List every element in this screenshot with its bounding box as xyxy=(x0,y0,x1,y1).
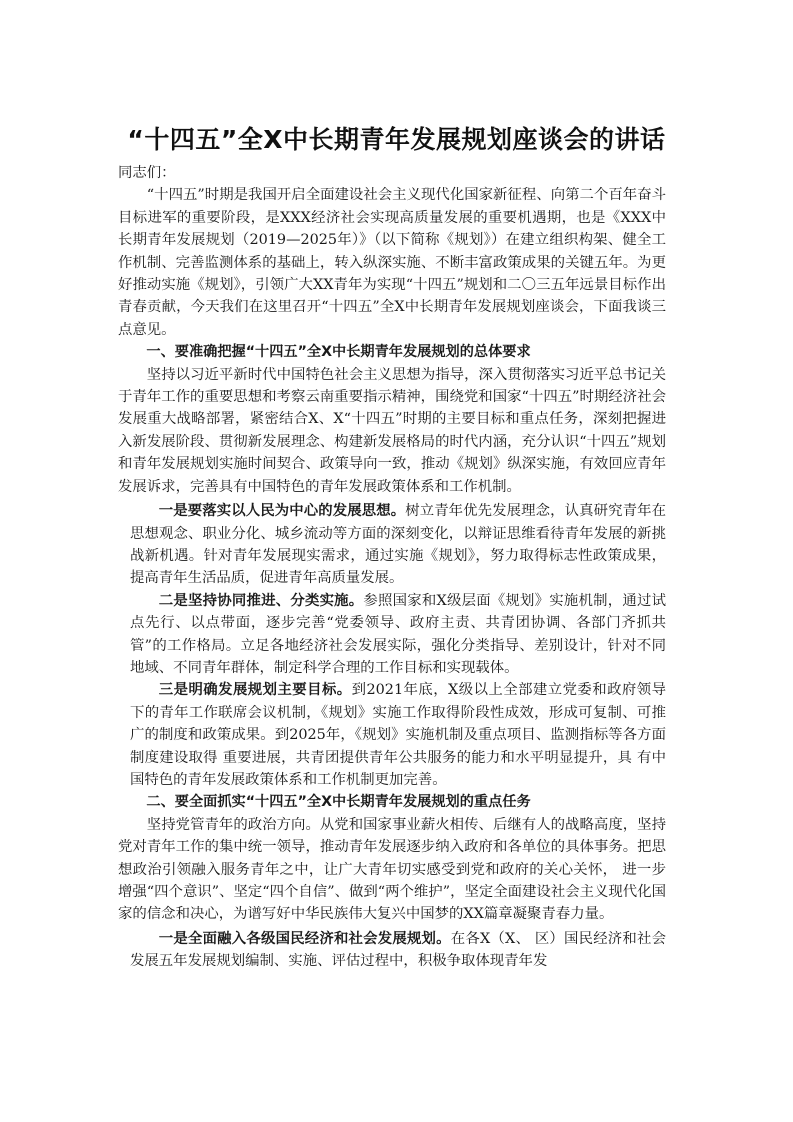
section-1-point-2 xyxy=(118,590,666,680)
section-2-point-1 xyxy=(118,928,666,973)
section-1-point-1 xyxy=(118,500,666,590)
document-body xyxy=(118,162,666,973)
section-1-point-2-lead: 二是坚持协同推进、分类实施。 xyxy=(158,592,364,609)
section-1-point-2-text: 参照国家和X级层面《规划》实施机制，通过试点先行、以点带面，逐步完善“党委领导、政府主责、共青团协调、各部门齐抓共管”的工作格局。立足各地经济社会发展实际，强化分类指导、差别设计，针对不同地域、不同青年群体，制定科学合理的工作目标和实现载体。 xyxy=(130,592,666,676)
section-1-heading: 一、要准确把握“十四五”全X中长期青年发展规划的总体要求 xyxy=(146,344,531,361)
intro-paragraph: “十四五”时期是我国开启全面建设社会主义现代化国家新征程、向第二个百年奋斗目标进军的重要阶段，是XXX经济社会实现高质量发展的重要机遇期，也是《XXX中长期青年发展规划（2019—2025年）》（以下简称《规划》）在建立组织构架、健全工作机制、完善监测体系的基础上，转入纵深实施、不断丰富政策成果的关键五年。为更好推动实施《规划》，引领广大XX青年为实现“十四五”规划和二〇三五年远景目标作出青春贡献，今天我们在这里召开“十四五”全X中长期青年发展规划座谈会，下面我谈三点意见。 xyxy=(118,187,666,338)
section-1-point-3-text: 到2021年底，X级以上全部建立党委和政府领导下的青年工作联席会议机制，《规划》实施工作取得阶段性成效，形成可复制、可推广的制度和政策成果。到2025年，《规划》实施机制及重点项目、监测指标等各方面制度建设取得 重要进展，共青团提供青年公共服务的能力和水平明显提升，具 有中国特色的青年发展政策体系和工作机制更加完善。 xyxy=(130,682,666,788)
section-1-point-1-text: 树立青年优先发展理念，认真研究青年在思想观念、职业分化、城乡流动等方面的深刻变化，以辩证思维看待青年发展的新挑战新机遇。针对青年发展现实需求，通过实施《规划》，努力取得标志性政策成果，提高青年生活品质，促进青年高质量发展。 xyxy=(130,503,666,587)
salutation: 同志们： xyxy=(118,165,176,181)
section-1-point-3-lead: 三是明确发展规划主要目标。 xyxy=(158,682,352,699)
section-2-body: 坚持党管青年的政治方向。从党和国家事业薪火相传、后继有人的战略高度，坚持党对青年工作的集中统一领导，推动青年发展逐步纳入政府和各单位的具体事务。把思想政治引领融入服务青年之中，让广大青年切实感受到党和政府的关心关怀， 进一步增强“四个意识”、坚定“四个自信”、做到“两个维护”，坚定全面建设社会主义现代化国家的信念和决心，为谱写好中华民族伟大复兴中国梦的XX篇章凝聚青春力量。 xyxy=(118,816,666,923)
section-2-point-1-lead: 一是全面融入各级国民经济和社会发展规划。 xyxy=(158,930,451,947)
section-1-body: 坚持以习近平新时代中国特色社会主义思想为指导，深入贯彻落实习近平总书记关于青年工作的重要思想和考察云南重要指示精神，围绕党和国家“十四五”时期经济社会发展重大战略部署，紧密结合X、X“十四五”时期的主要目标和重点任务，深刻把握进入新发展阶段、贯彻新发展理念、构建新发展格局的时代内涵，充分认识“十四五”规划和青年发展规划实施时间契合、政策导向一致，推动《规划》纵深实施，有效回应青年发展诉求，完善具有中国特色的青年发展政策体系和工作机制。 xyxy=(118,366,666,495)
section-2-point-1-text: 在各X（X、 区）国民经济和社会发展五年发展规划编制、实施、评估过程中，积极争取体现青年发 xyxy=(130,930,666,970)
document-title: “十四五”全X中长期青年发展规划座谈会的讲话 xyxy=(127,125,666,154)
section-2-heading: 二、要全面抓实“十四五”全X中长期青年发展规划的重点任务 xyxy=(146,794,531,811)
section-1-point-1-lead: 一是要落实以人民为中心的发展思想。 xyxy=(158,503,406,520)
section-1-point-3 xyxy=(118,679,666,791)
